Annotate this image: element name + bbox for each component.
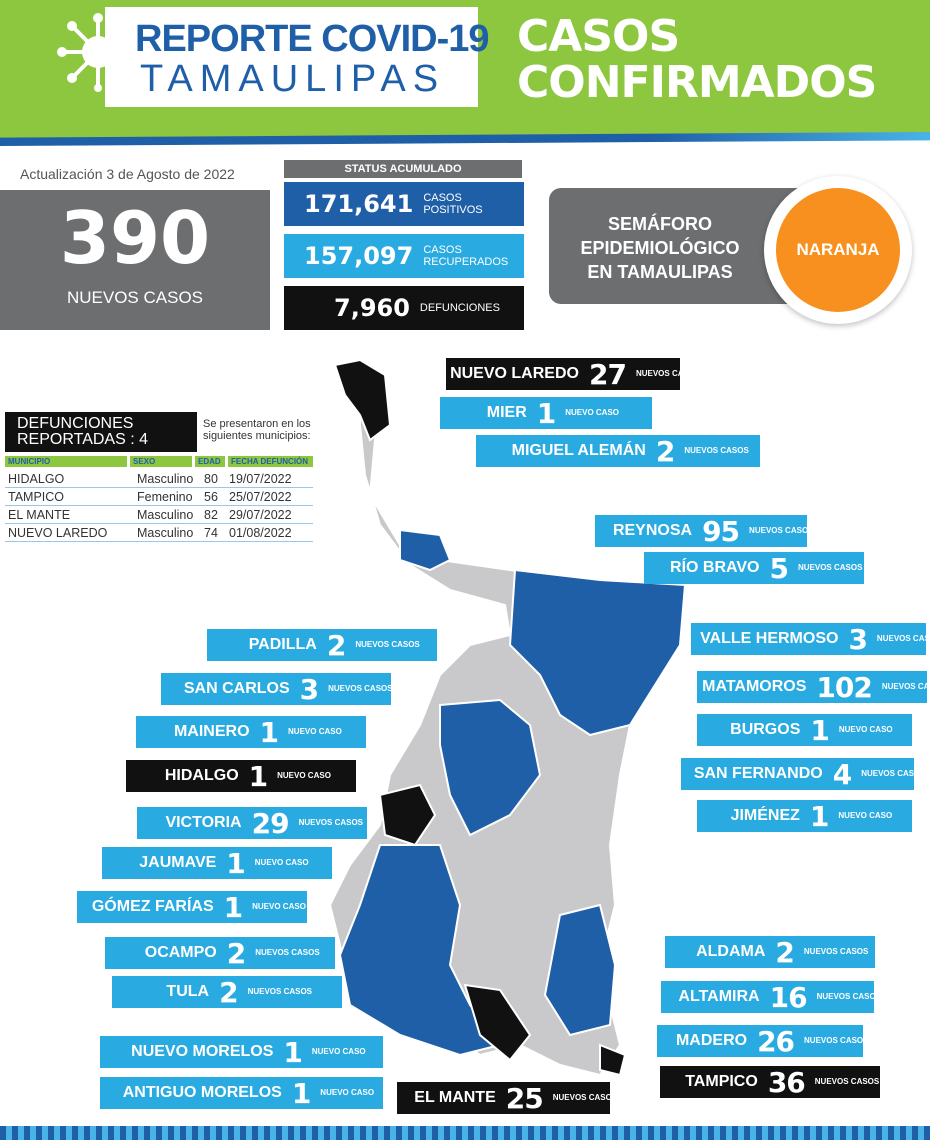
report-subtitle: TAMAULIPAS [140, 58, 446, 100]
table-row [5, 524, 313, 542]
municipio-suffix: NUEVOS CASOS [797, 563, 863, 572]
cell-sexo: Femenino [137, 490, 193, 504]
label-municipio [661, 980, 882, 1014]
label-municipio [207, 629, 437, 661]
defunciones-title [5, 412, 197, 452]
virus-icon [58, 12, 118, 92]
cell-sexo: Masculino [137, 526, 194, 540]
col-municipio: MUNICIPIO [5, 456, 127, 467]
municipio-count: 25 [505, 1081, 543, 1115]
cell-edad: 82 [204, 508, 218, 522]
cell-fecha: 25/07/2022 [229, 490, 292, 504]
label-municipio [126, 760, 356, 792]
municipio-suffix: NUEVO CASO [838, 811, 893, 820]
municipio-count: 2 [775, 935, 794, 969]
cell-edad: 56 [204, 490, 218, 504]
municipio-count: 3 [848, 622, 867, 656]
section-title-line1: CASOS [517, 11, 680, 62]
cell-municipio: TAMPICO [8, 490, 65, 504]
section-title-line2: CONFIRMADOS [517, 57, 877, 108]
cell-edad: 74 [204, 526, 218, 540]
municipio-suffix: NUEVOS CASOS [804, 1036, 869, 1045]
municipio-count: 3 [299, 672, 319, 706]
label-municipio [112, 976, 342, 1008]
label-municipio [137, 807, 367, 839]
municipio-name: RÍO BRAVO [670, 559, 760, 576]
semaforo-line3: EN TAMAULIPAS [587, 262, 733, 282]
update-date: Actualización 3 de Agosto de 2022 [20, 166, 235, 182]
municipio-suffix: NUEVOS CASOS [861, 769, 926, 778]
label-municipio [440, 397, 652, 429]
municipio-suffix: NUEVOS CASOS [684, 446, 749, 455]
municipio-name: ALTAMIRA [678, 988, 760, 1005]
cell-fecha: 29/07/2022 [229, 508, 292, 522]
stat-recuperados [284, 234, 524, 278]
municipio-name: JAUMAVE [139, 854, 217, 871]
municipio-name: MIGUEL ALEMÁN [511, 442, 646, 459]
cell-sexo: Masculino [137, 472, 194, 486]
municipio-count: 29 [251, 806, 289, 840]
stat-positivos-number: 171,641 [304, 190, 414, 218]
municipio-count: 95 [702, 514, 740, 548]
municipio-name: TAMPICO [685, 1073, 758, 1090]
cell-fecha: 19/07/2022 [229, 472, 292, 486]
municipio-name: GÓMEZ FARÍAS [91, 898, 214, 915]
cell-sexo: Masculino [137, 508, 194, 522]
defunciones-note: Se presentaron en los siguientes municipios: [203, 418, 311, 442]
municipio-suffix: NUEVO CASO [565, 408, 620, 417]
municipio-name: PADILLA [248, 636, 317, 653]
municipio-count: 26 [757, 1024, 795, 1058]
label-municipio [681, 757, 926, 791]
municipio-count: 2 [655, 434, 675, 468]
municipio-count: 5 [769, 551, 788, 585]
municipio-name: SAN CARLOS [183, 680, 290, 697]
cell-municipio: HIDALGO [8, 472, 65, 486]
new-cases-number: 390 [59, 196, 211, 280]
semaforo-line2: EPIDEMIOLÓGICO [580, 238, 740, 258]
label-municipio [105, 937, 335, 969]
stat-defunciones [284, 286, 524, 330]
stat-defunciones-label: DEFUNCIONES [419, 302, 500, 314]
municipio-name: EL MANTE [414, 1089, 496, 1106]
municipio-suffix: NUEVO CASO [838, 725, 893, 734]
stat-recuperados-number: 157,097 [304, 242, 414, 270]
report-title: REPORTE COVID-19 [135, 18, 489, 60]
label-municipio [102, 847, 332, 879]
municipio-count: 2 [326, 628, 346, 662]
municipio-count: 2 [219, 975, 238, 1009]
municipio-suffix: NUEVO CASO [277, 771, 331, 780]
municipio-suffix: NUEVOS CASOS [355, 640, 420, 649]
stat-positivos-label: CASOS POSITIVOS [423, 192, 483, 216]
municipio-name: NUEVO LAREDO [450, 365, 579, 382]
municipio-suffix: NUEVO CASO [288, 727, 342, 736]
new-cases-label: NUEVOS CASOS [66, 288, 204, 307]
col-edad: EDAD [195, 456, 225, 467]
municipio-name: NUEVO MORELOS [131, 1043, 274, 1060]
municipio-suffix: NUEVO CASO [320, 1088, 375, 1097]
municipio-name: MATAMOROS [702, 678, 807, 695]
municipio-name: MADERO [675, 1032, 748, 1049]
municipio-name: SAN FERNANDO [693, 765, 823, 782]
municipio-suffix: NUEVO CASO [252, 902, 306, 911]
municipio-count: 1 [283, 1035, 302, 1069]
municipio-count: 36 [767, 1065, 805, 1099]
status-header: STATUS ACUMULADO [284, 160, 522, 178]
municipio-count: 1 [259, 715, 279, 749]
municipio-name: REYNOSA [612, 522, 693, 539]
municipio-count: 102 [816, 670, 872, 704]
municipio-count: 1 [536, 396, 556, 430]
municipio-count: 1 [291, 1076, 311, 1110]
municipio-suffix: NUEVOS CASOS [803, 947, 869, 956]
municipio-name: VICTORIA [165, 814, 242, 831]
cell-fecha: 01/08/2022 [229, 526, 292, 540]
municipio-count: 2 [226, 936, 246, 970]
label-municipio [660, 1066, 880, 1098]
defunciones-title-line2: REPORTADAS : 4 [17, 431, 148, 448]
label-municipio [100, 1036, 383, 1068]
col-sexo: SEXO [130, 456, 192, 467]
col-fecha: FECHA DEFUNCIÓN [228, 456, 313, 467]
section-title [517, 11, 877, 108]
municipio-suffix: NUEVOS CASOS [881, 682, 946, 691]
municipio-suffix: NUEVOS CASOS [635, 369, 701, 378]
stat-recuperados-label: CASOS RECUPERADOS [423, 244, 509, 268]
municipio-count: 1 [248, 759, 268, 793]
table-row [5, 488, 313, 506]
municipio-count: 16 [769, 980, 807, 1014]
label-municipio [657, 1024, 869, 1058]
municipio-name: HIDALGO [164, 767, 239, 784]
defunciones-title-line1: DEFUNCIONES [17, 415, 134, 432]
municipio-count: 1 [809, 799, 829, 833]
municipio-suffix: NUEVO CASO [254, 858, 309, 867]
municipio-name: ANTIGUO MORELOS [122, 1084, 282, 1101]
municipio-suffix: NUEVOS CASOS [255, 948, 320, 957]
label-municipio [446, 357, 701, 391]
cell-municipio: EL MANTE [8, 508, 71, 522]
label-municipio [697, 714, 912, 746]
footer-stripe [0, 1126, 930, 1140]
municipio-suffix: NUEVOS CASOS [298, 818, 364, 827]
municipio-name: OCAMPO [144, 944, 217, 961]
municipio-count: 1 [226, 846, 245, 880]
label-municipio [697, 670, 946, 704]
table-row [5, 470, 313, 488]
municipio-name: TULA [166, 983, 210, 1000]
municipio-suffix: NUEVOS CASOS [552, 1093, 618, 1102]
municipio-count: 1 [810, 713, 829, 747]
municipio-count: 4 [832, 757, 852, 791]
municipio-name: MIER [486, 404, 527, 421]
label-municipio [77, 891, 307, 923]
cell-municipio: NUEVO LAREDO [8, 526, 108, 540]
municipio-suffix: NUEVOS CASOS [247, 987, 313, 996]
label-municipio [100, 1077, 383, 1109]
municipio-name: JIMÉNEZ [730, 807, 800, 824]
label-municipio [476, 435, 760, 467]
semaforo-status: NARANJA [776, 188, 900, 312]
municipio-name: ALDAMA [696, 943, 766, 960]
municipio-suffix: NUEVOS CASOS [749, 526, 814, 535]
municipio-suffix: NUEVOS CASOS [816, 992, 882, 1001]
label-municipio [161, 673, 391, 705]
semaforo-line1: SEMÁFORO [607, 214, 712, 234]
municipio-suffix: NUEVOS CASOS [328, 684, 393, 693]
stat-positivos [284, 182, 524, 226]
municipio-name: VALLE HERMOSO [700, 630, 839, 647]
municipio-name: BURGOS [730, 721, 801, 738]
stat-defunciones-number: 7,960 [334, 294, 410, 322]
semaforo-text [560, 212, 760, 284]
cell-edad: 80 [204, 472, 218, 486]
municipio-suffix: NUEVOS CASOS [876, 634, 942, 643]
map-blue-frontera [400, 530, 450, 570]
municipio-count: 27 [588, 357, 626, 391]
municipio-count: 1 [223, 890, 243, 924]
label-municipio [595, 514, 814, 548]
label-municipio [397, 1081, 618, 1115]
municipio-name: MAINERO [173, 723, 250, 740]
label-municipio [697, 800, 912, 832]
label-municipio [136, 716, 366, 748]
label-municipio [691, 622, 942, 656]
municipio-suffix: NUEVOS CASOS [814, 1077, 880, 1086]
map-black-tampico [600, 1045, 625, 1075]
municipio-suffix: NUEVO CASO [311, 1047, 366, 1056]
table-row [5, 506, 313, 524]
label-municipio [665, 936, 875, 968]
label-municipio [644, 552, 864, 584]
